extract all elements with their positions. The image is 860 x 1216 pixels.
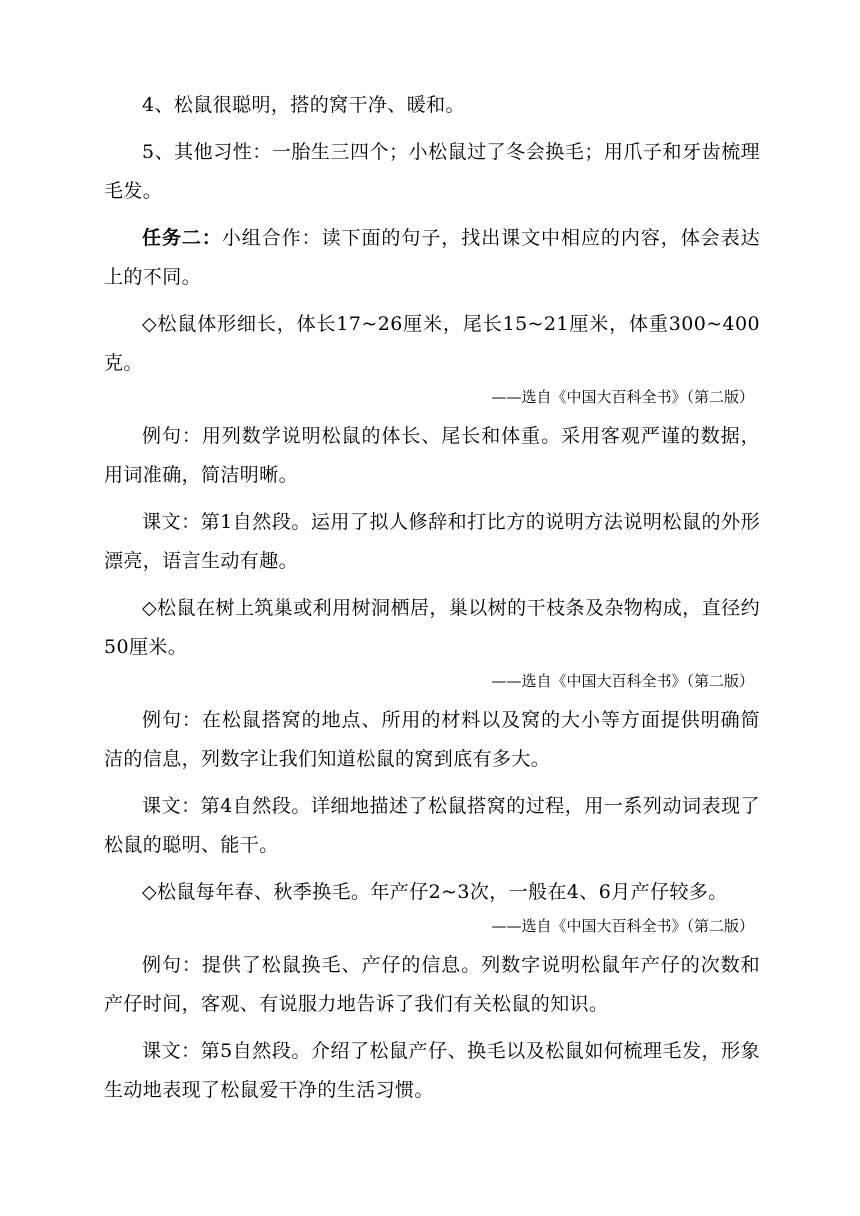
example-3: 例句：提供了松鼠换毛、产仔的信息。列数字说明松鼠年产仔的次数和产仔时间，客观、有说服力地告诉了我们有关松鼠的知识。 bbox=[104, 954, 760, 1015]
document-body bbox=[104, 86, 760, 1118]
quote-3: ◇松鼠每年春、秋季换毛。年产仔2~3次，一般在4、6月产仔较多。 bbox=[142, 881, 728, 903]
task-two-label: 任务二： bbox=[142, 227, 222, 249]
point-4: 4、松鼠很聪明，搭的窝干净、暖和。 bbox=[142, 94, 465, 116]
task-two-text: 小组合作：读下面的句子，找出课文中相应的内容，体会表达上的不同。 bbox=[104, 227, 760, 288]
text-1: 课文：第1自然段。运用了拟人修辞和打比方的说明方法说明松鼠的外形漂亮，语言生动有趣。 bbox=[104, 511, 760, 572]
example-1: 例句：用列数学说明松鼠的体长、尾长和体重。采用客观严谨的数据，用词准确，简洁明晰。 bbox=[104, 425, 760, 486]
task-two-paragraph bbox=[104, 219, 760, 297]
quote-1: ◇松鼠体形细长，体长17~26厘米，尾长15~21厘米，体重300~400克。 bbox=[104, 313, 760, 374]
example-2: 例句：在松鼠搭窝的地点、所用的材料以及窝的大小等方面提供明确简洁的信息，列数字让我们知道松鼠的窝到底有多大。 bbox=[104, 709, 760, 770]
point-5: 5、其他习性：一胎生三四个；小松鼠过了冬会换毛；用爪子和牙齿梳理毛发。 bbox=[104, 141, 760, 202]
quote-1-source: ——选自《中国大百科全书》（第二版） bbox=[491, 388, 754, 406]
text-3: 课文：第5自然段。介绍了松鼠产仔、换毛以及松鼠如何梳理毛发，形象生动地表现了松鼠爱干净的生活习惯。 bbox=[104, 1040, 760, 1101]
quote-3-source: ——选自《中国大百科全书》（第二版） bbox=[491, 917, 754, 935]
quote-2-source: ——选自《中国大百科全书》（第二版） bbox=[491, 672, 754, 690]
quote-2: ◇松鼠在树上筑巢或利用树洞栖居，巢以树的干枝条及杂物构成，直径约50厘米。 bbox=[104, 597, 760, 658]
text-2: 课文：第4自然段。详细地描述了松鼠搭窝的过程，用一系列动词表现了松鼠的聪明、能干。 bbox=[104, 795, 760, 856]
